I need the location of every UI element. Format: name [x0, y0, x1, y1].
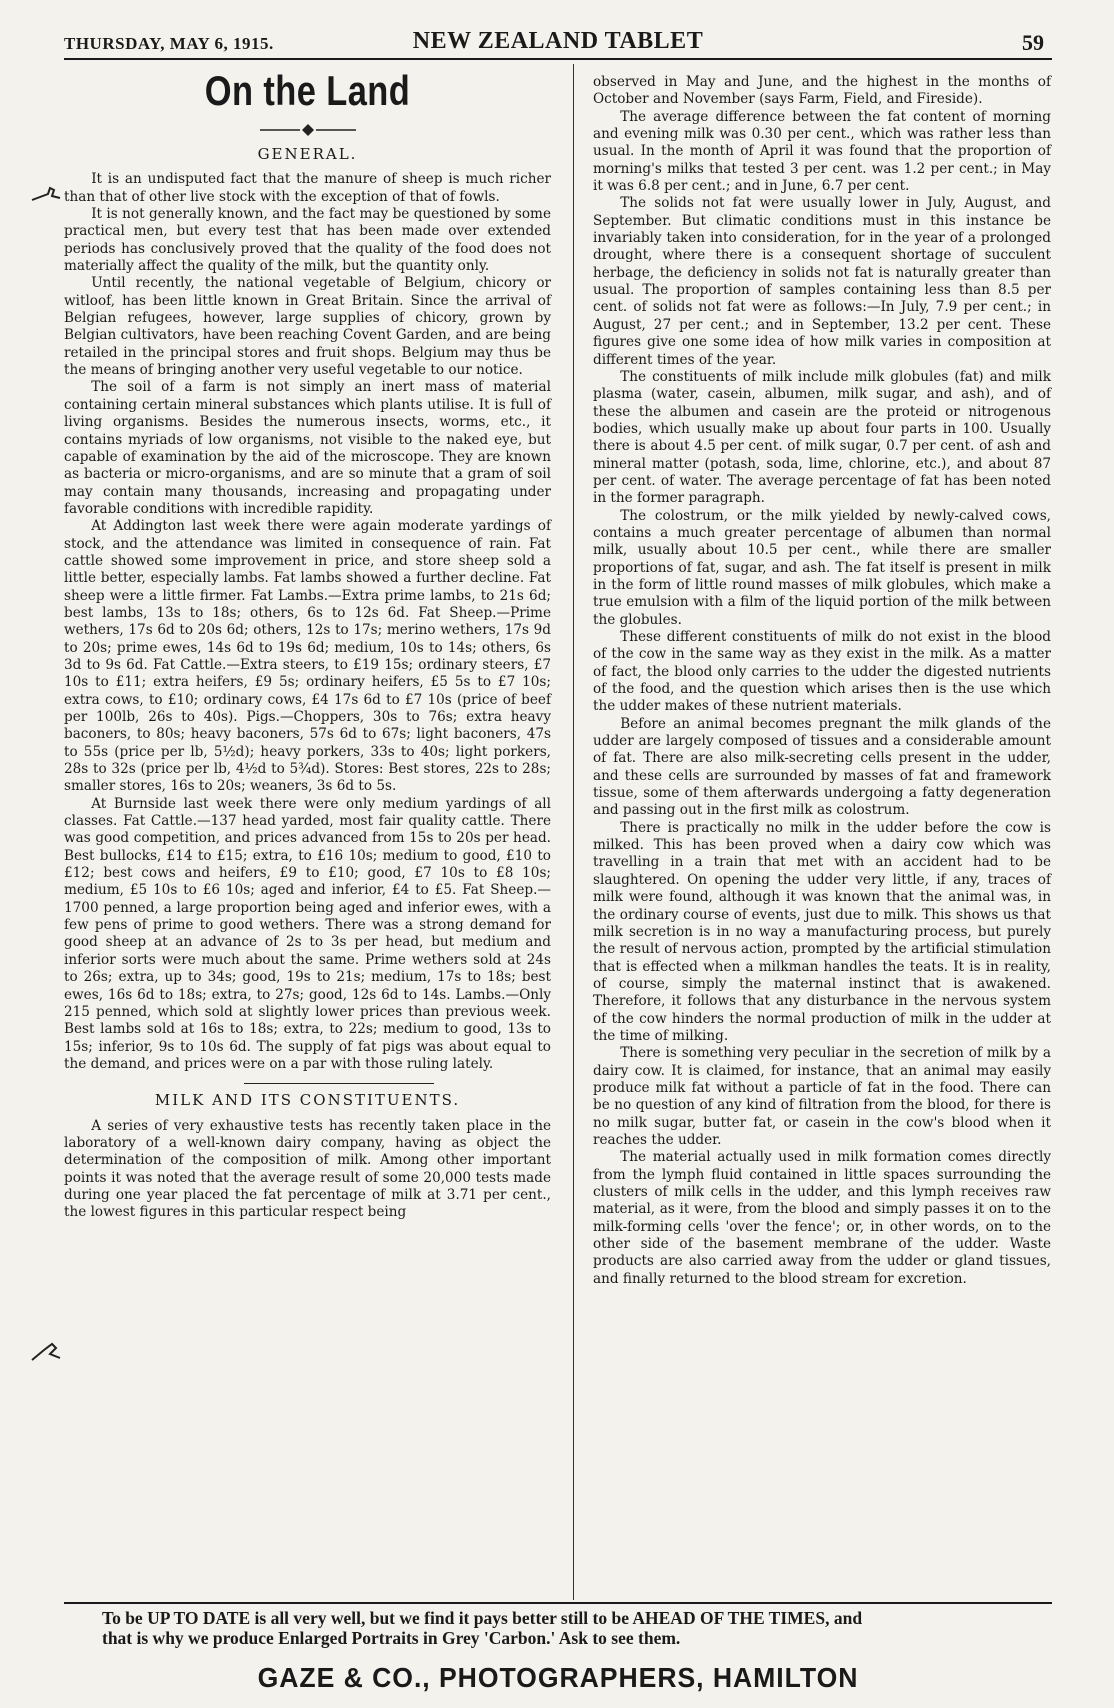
paragraph: observed in May and June, and the highest in the months of October and November (says Farm, Field, and Fireside). — [593, 74, 1051, 108]
paragraph: A series of very exhaustive tests has recently taken place in the laboratory of a well-known dairy company, having as object the determination of the composition of milk. Among other important points it was noted that the average result of some 20,000 tests made during one year placed the fat percentage of milk at 3.71 per cent., the lowest figures in this particular respect being — [64, 1117, 551, 1221]
paragraph: Until recently, the national vegetable of Belgium, chicory or witloof, has been little known in Great Britain. Since the arrival of Belgian refugees, however, large supplies of chicory, grown by Belgian cultivators, have been reaching Covent Garden, and are being retailed in the principal stores and fruit shops. Belgium may thus be the means of bringing another very useful vegetable to our notice. — [64, 275, 551, 379]
ad-line-2: that is why we produce Enlarged Portraits in Grey 'Carbon.' Ask to see them. — [102, 1628, 681, 1648]
column-divider — [573, 64, 574, 1600]
title-ornament — [64, 124, 551, 138]
advertisement — [64, 1602, 1052, 1698]
hand-pointer-mark — [30, 180, 64, 210]
header-date: THURSDAY, MAY 6, 1915. — [64, 34, 274, 53]
ad-brand: GAZE & CO., PHOTOGRAPHERS, HAMILTON — [257, 1662, 859, 1693]
paragraph: At Burnside last week there were only medium yardings of all classes. Fat Cattle.—137 head yarded, most fair quality cattle. There was good competition, and prices advanced from 15s to 20s per head. Best bullocks, £14 to £15; extra, to £16 10s; medium to good, £10 to £12; best cows and heifers, £9 to £10; good, £7 10s to £8 10s; medium, £5 10s to £6 10s; aged and inferior, £4 to £5. Fat Sheep.—1700 penned, a large proportion being aged and inferior ewes, with a few pens of prime to good wethers. There was a strong demand for good sheep at an advance of 2s to 3s per head, but medium and inferior sorts were much about the same. Prime wethers sold at 24s to 26s; extra, up to 34s; good, 19s to 21s; medium, 17s to 18s; best ewes, 16s 6d to 18s; extra, to 27s; good, 12s 6d to 14s. Lambs.—Only 215 penned, which sold at slightly lower prices than previous week. Best lambs sold at 16s to 18s; extra, to 22s; medium to good, 13s to 15s; inferior, 9s to 10s 6d. The supply of fat pigs was about equal to the demand, and prices were on a par with those ruling lately. — [64, 795, 551, 1072]
right-column — [593, 74, 1051, 1288]
page-header — [64, 28, 1052, 60]
paragraph: The material actually used in milk formation comes directly from the lymph fluid contained in little spaces surrounding the clusters of milk cells in the udder, and this lymph receives raw material, as it were, from the blood and simply passes it on to the milk-forming cells 'over the fence'; or, in other words, on to the other side of the basement membrane of the udder. Waste products are also carried away from the udder or gland tissues, and finally returned to the blood stream for excretion. — [593, 1149, 1051, 1287]
paragraph: The solids not fat were usually lower in July, August, and September. But climatic conditions must in this instance be invariably taken into consideration, for in the year of a prolonged drought, where there is a consequent shortage of succulent herbage, the deficiency in solids not fat is naturally greater than usual. The proportion of samples containing less than 8.5 per cent. of solids not fat were as follows:—In July, 7.9 per cent.; in August, 27 per cent.; and in September, 13.2 per cent. These figures give one some idea of how milk varies in composition at different times of the year. — [593, 195, 1051, 368]
paragraph: The colostrum, or the milk yielded by newly-calved cows, contains a much greater percentage of albumen than normal milk, usually about 10.5 per cent., while there are smaller proportions of fat, sugar, and ash. The fat itself is present in milk in the form of little round masses of milk globules, which make a true emulsion with a film of the liquid portion of the milk between the globules. — [593, 507, 1051, 628]
page-number: 59 — [1022, 30, 1044, 55]
subhead-general: GENERAL. — [257, 145, 358, 163]
paragraph: The average difference between the fat content of morning and evening milk was 0.30 per cent., which was rather less than usual. In the month of April it was found that the proportion of morning's milks that tested 3 per cent. was 1.2 per cent.; in May it was 6.8 per cent.; and in June, 6.7 per cent. — [593, 108, 1051, 195]
section-rule — [244, 1083, 434, 1084]
paragraph: There is something very peculiar in the secretion of milk by a dairy cow. It is claimed, for instance, that an animal may easily produce milk fat without a particle of fat in the food. There can be no question of any kind of filtration from the blood, for there is no milk sugar, butter fat, or casein in the cow's blood when it reaches the udder. — [593, 1045, 1051, 1148]
paragraph: The soil of a farm is not simply an inert mass of material containing certain mineral substances which plants utilise. It is full of living organisms. Besides the numerous insects, worms, etc., it contains myriads of low organisms, not visible to the naked eye, but capable of examination by the aid of the microscope. They are known as bacteria or micro-organisms, and are so minute that a gram of soil may contain many thousands, increasing and propagating under favorable conditions with incredible rapidity. — [64, 379, 551, 517]
paragraph: There is practically no milk in the udder before the cow is milked. This has been proved when a dairy cow which was travelling in a train that met with an accident had to be slaughtered. On opening the udder very little, if any, traces of milk were found, although it was known that the animal was, in the ordinary course of events, just due to milk. This shows us that milk secretion is in no way a manufacturing process, but purely the result of nervous action, prompted by the artificial stimulation that is effected when a milkman handles the teats. It is in reality, of course, simply the maternal instinct that is awakened. Therefore, it follows that any disturbance in the nervous system of the cow hinders the normal production of milk in the udder at the time of milking. — [593, 819, 1051, 1044]
subhead-milk: MILK AND ITS CONSTITUENTS. — [154, 1091, 461, 1110]
left-column — [64, 64, 551, 1222]
ad-line-1: To be UP TO DATE is all very well, but we find it pays better still to be AHEAD OF THE TIMES, and — [102, 1608, 863, 1628]
paragraph: Before an animal becomes pregnant the milk glands of the udder are largely composed of tissues and a considerable amount of fat. There are also milk-secreting cells present in the udder, and these cells are surrounded by masses of fat and framework tissue, some of them afterwards undergoing a fatty degeneration and passing out in the first milk as colostrum. — [593, 715, 1051, 819]
newspaper-title: NEW ZEALAND TABLET — [412, 28, 704, 54]
paragraph: At Addington last week there were again moderate yardings of stock, and the attendance was limited in consequence of rain. Fat cattle showed some improvement in price, and store sheep sold a little better, especially lambs. Fat lambs showed a further decline. Fat sheep were a little firmer. Fat Lambs.—Extra prime lambs, to 21s 6d; best lambs, 13s to 18s; others, 6s to 12s 6d. Fat Sheep.—Prime wethers, 17s 6d to 20s 6d; others, 12s to 17s; merino wethers, 17s 9d to 20s; prime ewes, 14s 6d to 19s 6d; medium, 10s to 14s; others, 6s 3d to 9s 6d. Fat Cattle.—Extra steers, to £19 15s; ordinary steers, £7 10s to £11; extra heifers, £9 5s; ordinary heifers, £5 5s to £7 10s; extra cows, to £10; ordinary cows, £4 17s 6d to £7 10s (price of beef per 100lb, 26s to 40s). Pigs.—Choppers, 30s to 76s; extra heavy baconers, to 80s; heavy baconers, 57s 6d to 67s; light baconers, 47s to 55s (price per lb, 5½d); heavy porkers, 33s to 40s; light porkers, 28s to 32s (price per lb, 4½d to 5¾d). Stores: Best stores, 22s to 28s; smaller stores, 16s to 20s; weaners, 3s 6d to 5s. — [64, 518, 551, 795]
paragraph: The constituents of milk include milk globules (fat) and milk plasma (water, casein, albumen, milk sugar, and ash), and of these the albumen and casein are the proteid or nitrogenous bodies, which usually make up about four parts in 100. Usually there is about 4.5 per cent. of milk sugar, 0.7 per cent. of ash and mineral matter (potash, soda, lime, chlorine, etc.), and about 87 per cent. of water. The average percentage of fat has been noted in the former paragraph. — [593, 368, 1051, 507]
section-title: On the Land — [204, 67, 411, 114]
paragraph: It is an undisputed fact that the manure of sheep is much richer than that of other live stock with the exception of that of fowls. — [64, 171, 551, 205]
paragraph: It is not generally known, and the fact may be questioned by some practical men, but every test that has been made over extended periods has conclusively proved that the quality of the food does not materially affect the quality of the milk, but the quantity only. — [64, 206, 551, 275]
paragraph: These different constituents of milk do not exist in the blood of the cow in the same way as they exist in the milk. As a matter of fact, the blood only carries to the udder the digested nutrients of the food, and the question which arises then is the use which the udder makes of these nutrient materials. — [593, 629, 1051, 715]
hand-pointer-mark — [30, 1338, 64, 1368]
